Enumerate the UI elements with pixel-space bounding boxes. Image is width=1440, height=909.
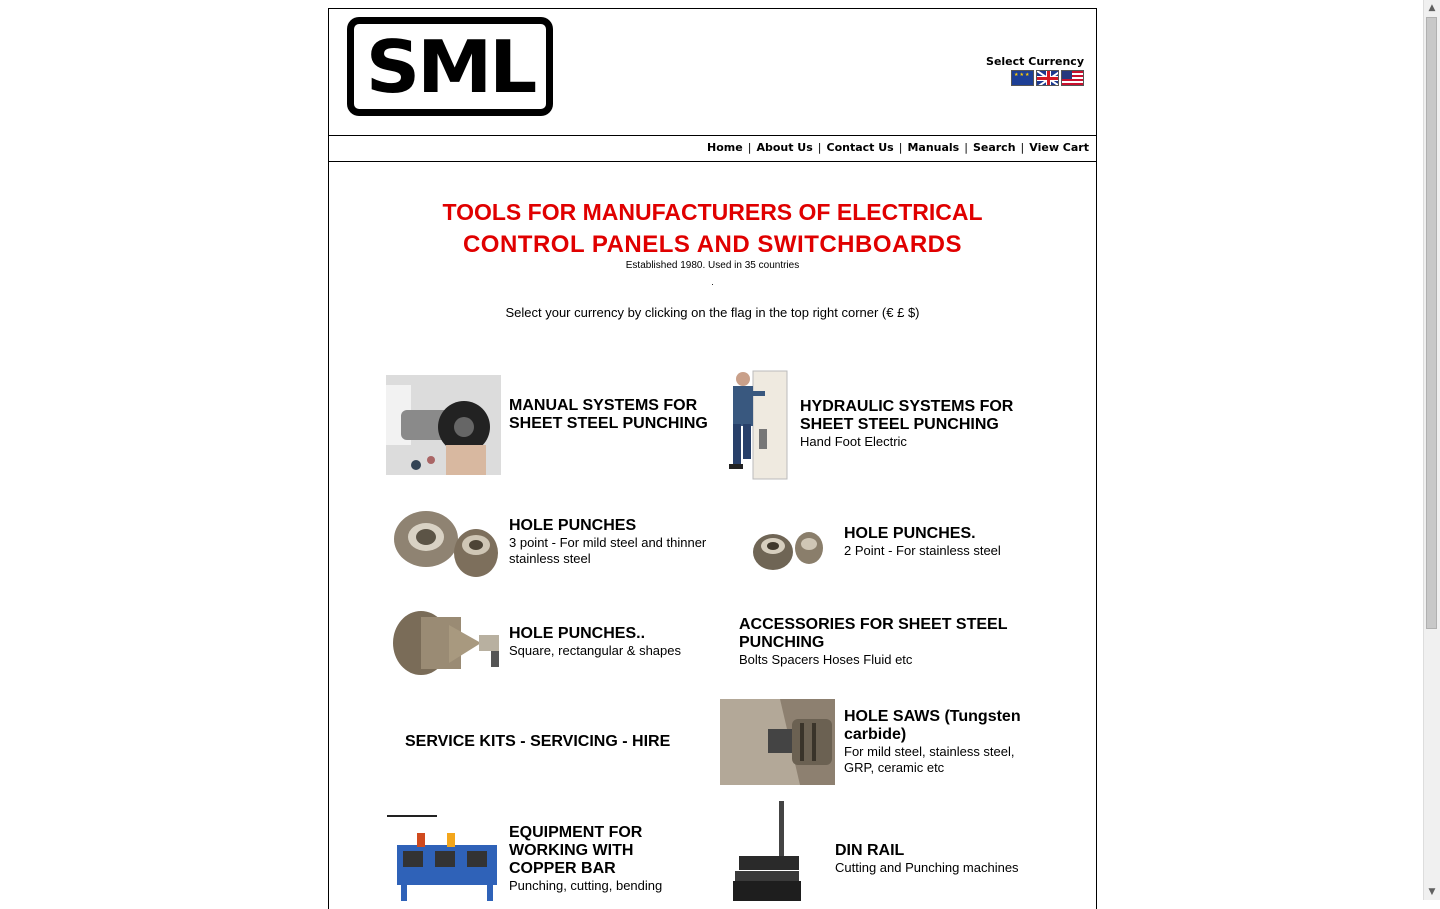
nav-contact-us[interactable]: Contact Us (826, 141, 894, 154)
category-title: ACCESSORIES FOR SHEET STEEL PUNCHING (739, 616, 1008, 651)
logo-text: SML (365, 25, 535, 109)
hole-punches-2-point-image[interactable] (749, 522, 829, 574)
nav-separator: | (964, 141, 968, 154)
eu-flag-icon[interactable] (1011, 70, 1034, 86)
category-title: HOLE PUNCHES. (844, 525, 976, 542)
category-title: HOLE PUNCHES (509, 517, 637, 534)
dot-text: . (711, 277, 714, 287)
page-frame (328, 8, 1097, 909)
category-copper-bar[interactable] (509, 824, 679, 894)
category-subtitle: Cutting and Punching machines (835, 860, 1019, 875)
currency-label: Select Currency (986, 55, 1084, 68)
category-subtitle: 3 point - For mild steel and thinner stainless steel (509, 535, 707, 566)
category-hydraulic-systems[interactable] (800, 398, 1030, 450)
category-subtitle: Bolts Spacers Hoses Fluid etc (739, 652, 913, 667)
category-hole-saws[interactable] (844, 708, 1044, 776)
currency-selector (984, 55, 1084, 86)
us-flag-icon[interactable] (1061, 70, 1084, 86)
sml-logo[interactable] (347, 17, 553, 116)
nav-separator: | (898, 141, 903, 154)
nav-links (707, 141, 1089, 154)
headline-line-2: CONTROL PANELS AND SWITCHBOARDS (462, 231, 963, 258)
scroll-down-arrow-icon[interactable]: ▼ (1424, 884, 1440, 900)
nav-separator: | (747, 141, 752, 154)
scrollbar-thumb[interactable] (1426, 17, 1437, 629)
manual-systems-image[interactable] (386, 375, 501, 475)
category-accessories[interactable] (739, 616, 1029, 668)
category-title: HYDRAULIC SYSTEMS FOR SHEET STEEL PUNCHING (800, 398, 1014, 433)
hole-punches-3-point-image[interactable] (391, 509, 501, 581)
category-subtitle: 2 Point - For stainless steel (844, 543, 1001, 558)
category-title: HOLE PUNCHES.. (509, 625, 646, 642)
category-title: SERVICE KITS - SERVICING - HIRE (405, 733, 671, 750)
currency-instruction: Select your currency by clicking on the flag in the top right corner (€ £ $) (505, 305, 920, 320)
category-title: EQUIPMENT FOR WORKING WITH COPPER BAR (509, 824, 643, 877)
category-subtitle: Punching, cutting, bending (509, 878, 663, 893)
category-service-kits[interactable] (405, 733, 705, 751)
category-title: MANUAL SYSTEMS FOR SHEET STEEL PUNCHING (509, 397, 708, 432)
category-subtitle: For mild steel, stainless steel, GRP, ceramic etc (844, 744, 1015, 775)
category-title: DIN RAIL (835, 842, 905, 859)
hydraulic-systems-image[interactable] (721, 369, 793, 481)
hole-saws-image[interactable] (720, 699, 835, 785)
category-manual-systems[interactable] (509, 397, 709, 433)
category-subtitle: Hand Foot Electric (800, 434, 907, 449)
nav-search[interactable]: Search (972, 141, 1016, 154)
category-title: HOLE SAWS (Tungsten carbide) (844, 708, 1021, 743)
headline-line-1: TOOLS FOR MANUFACTURERS OF ELECTRICAL (442, 199, 983, 225)
scroll-up-arrow-icon[interactable]: ▲ (1424, 0, 1440, 16)
din-rail-image[interactable] (729, 801, 804, 901)
established-note: Established 1980. Used in 35 countries (625, 260, 800, 271)
nav-separator: | (1020, 141, 1025, 154)
nav-bar (329, 135, 1096, 162)
category-hole-punches-2-point[interactable] (844, 525, 1054, 559)
vertical-scrollbar[interactable] (1423, 0, 1440, 900)
copper-bar-equipment-image[interactable] (387, 815, 502, 901)
uk-flag-icon[interactable] (1036, 70, 1059, 86)
nav-home[interactable]: Home (707, 141, 743, 154)
nav-separator: | (817, 141, 822, 154)
category-subtitle: Square, rectangular & shapes (509, 643, 681, 658)
nav-manuals[interactable]: Manuals (907, 141, 960, 154)
hole-punches-shapes-image[interactable] (391, 605, 503, 685)
category-din-rail[interactable] (835, 842, 1045, 876)
nav-view-cart[interactable]: View Cart (1029, 141, 1089, 154)
nav-about-us[interactable]: About Us (756, 141, 813, 154)
category-hole-punches-shapes[interactable] (509, 625, 709, 659)
category-hole-punches-3-point[interactable] (509, 517, 709, 567)
